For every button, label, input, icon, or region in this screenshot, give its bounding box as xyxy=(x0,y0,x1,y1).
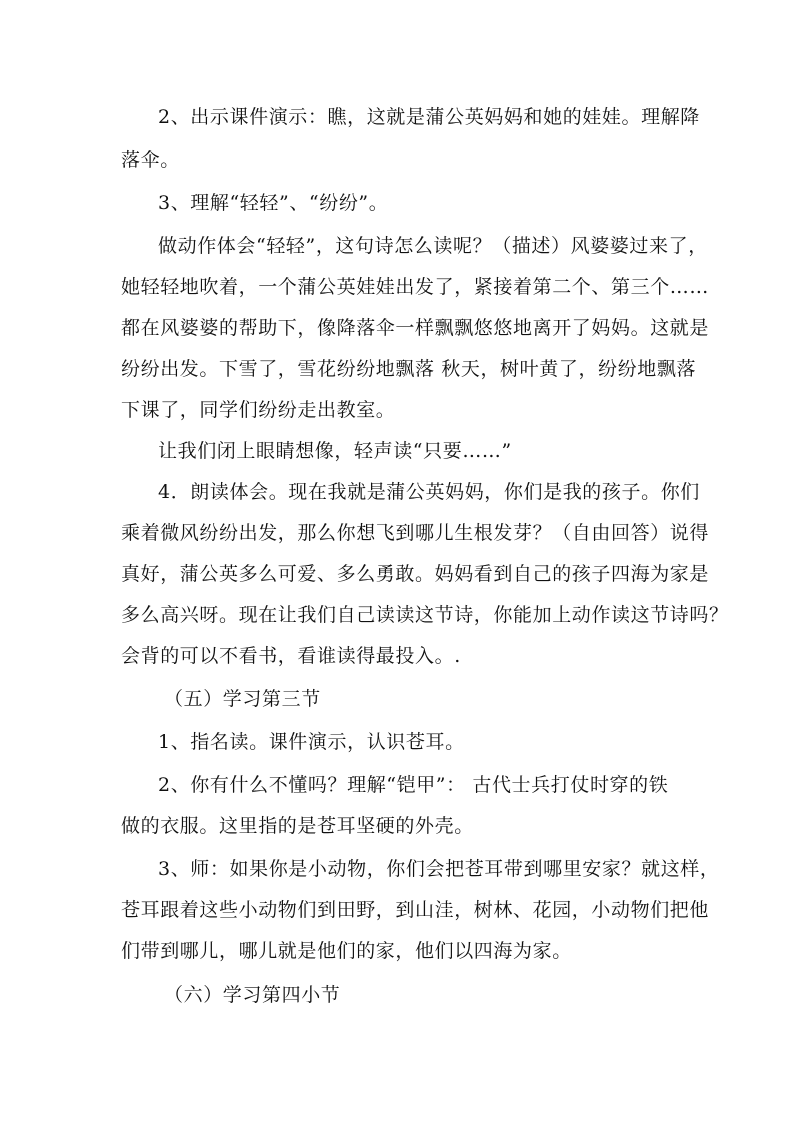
paragraph-line: 下课了，同学们纷纷走出教室。 xyxy=(121,399,396,421)
paragraph-line: 让我们闭上眼睛想像，轻声读“只要……” xyxy=(158,440,512,462)
paragraph-line: 们带到哪儿，哪儿就是他们的家，他们以四海为家。 xyxy=(121,940,572,962)
paragraph-line: 4．朗读体会。现在我就是蒲公英妈妈，你们是我的孩子。你们 xyxy=(158,481,700,503)
paragraph-line: 3、师：如果你是小动物，你们会把苍耳带到哪里安家？就这样， xyxy=(158,858,720,880)
paragraph-line: 苍耳跟着这些小动物们到田野，到山洼，树林、花园，小动物们把他 xyxy=(121,899,710,921)
paragraph-line: 落伞。 xyxy=(121,149,180,171)
section-heading: （五）学习第三节 xyxy=(164,688,321,710)
paragraph-line: 真好，蒲公英多么可爱、多么勇敢。妈妈看到自己的孩子四海为家是 xyxy=(121,563,710,585)
paragraph-line: 多么高兴呀。现在让我们自己读读这节诗，你能加上动作读这节诗吗？ xyxy=(121,604,729,626)
paragraph-line: 会背的可以不看书，看谁读得最投入。. xyxy=(121,645,461,667)
paragraph-line: 她轻轻地吹着，一个蒲公英娃娃出发了，紧接着第二个、第三个…… xyxy=(121,276,710,298)
section-heading: （六）学习第四小节 xyxy=(164,984,341,1006)
paragraph-line: 3、理解“轻轻”、“纷纷”。 xyxy=(158,192,389,214)
paragraph-line: 做的衣服。这里指的是苍耳坚硬的外壳。 xyxy=(121,815,474,837)
paragraph-line: 都在风婆婆的帮助下，像降落伞一样飘飘悠悠地离开了妈妈。这就是 xyxy=(121,317,710,339)
paragraph-line: 2、出示课件演示：瞧，这就是蒲公英妈妈和她的娃娃。理解降 xyxy=(158,106,700,128)
paragraph-line: 纷纷出发。下雪了，雪花纷纷地飘落 秋天，树叶黄了，纷纷地飘落 xyxy=(121,358,697,380)
paragraph-line: 1、指名读。课件演示，认识苍耳。 xyxy=(158,731,465,753)
paragraph-line: 乘着微风纷纷出发，那么你想飞到哪儿生根发芽？（自由回答）说得 xyxy=(121,522,710,544)
paragraph-line: 做动作体会“轻轻”，这句诗怎么读呢？（描述）风婆婆过来了， xyxy=(158,235,708,257)
paragraph-line: 2、你有什么不懂吗？理解“铠甲”： 古代士兵打仗时穿的铁 xyxy=(158,774,669,796)
